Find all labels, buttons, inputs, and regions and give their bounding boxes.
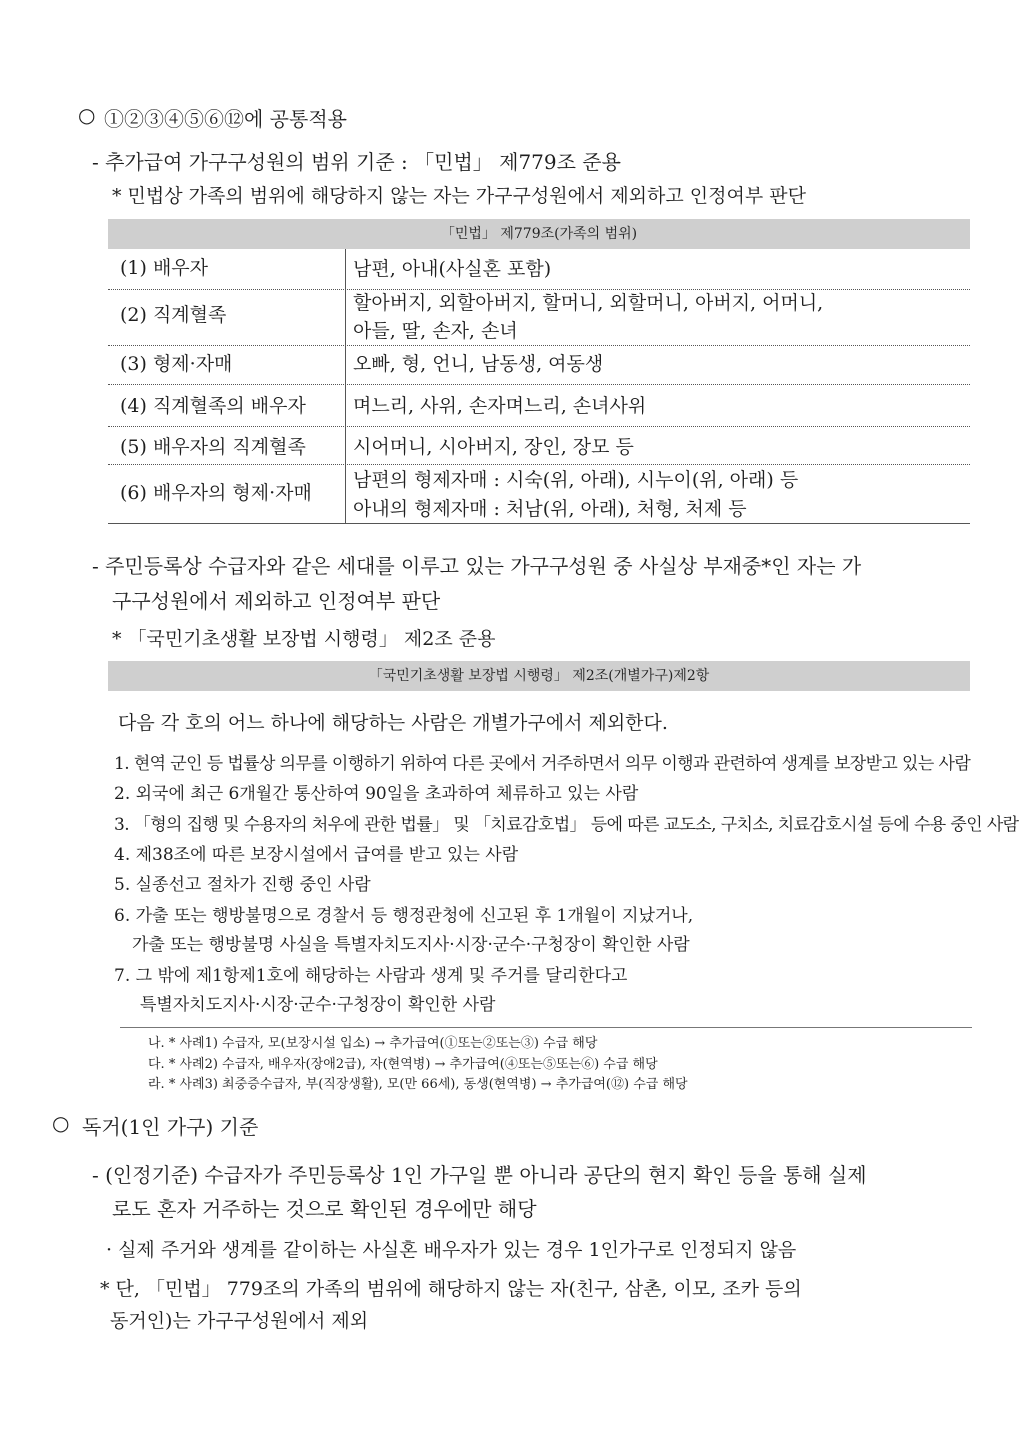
decree-item: 1. 현역 군인 등 법률상 의무를 이행하기 위하여 다른 곳에서 거주하면서 의무 이행과 관련하여 생계를 보장받고 있는 사람 [114,754,971,774]
section1-note2: * 「국민기초생활 보장법 시행령」 제2조 준용 [112,628,496,650]
decree-item: 7. 그 밖에 제1항제1호에 해당하는 사람과 생계 및 주거를 달리한다고 [114,966,628,986]
section1-item2-line1: - 주민등록상 수급자와 같은 세대를 이루고 있는 가구구성원 중 사실상 부재중*인 자는 가 [92,554,862,578]
table-row-value: 며느리, 사위, 손자며느리, 손녀사위 [353,395,647,417]
footnote: 다. * 사례2) 수급자, 배우자(장애2급), 자(현역병) → 추가급여(④또는⑤또는⑥) 수급 해당 [148,1057,658,1072]
footnote: 나. * 사례1) 수급자, 모(보장시설 입소) → 추가급여(①또는②또는③) 수급 해당 [148,1036,598,1051]
decree-item: 2. 외국에 최근 6개월간 통산하여 90일을 초과하여 체류하고 있는 사람 [114,784,639,804]
table-row-label: (1) 배우자 [120,257,209,279]
decree-item: 4. 제38조에 따른 보장시설에서 급여를 받고 있는 사람 [114,845,519,865]
row-separator [108,345,970,346]
section2-item1-line1: - (인정기준) 수급자가 주민등록상 1인 가구일 뿐 아니라 공단의 현지 확인 등을 통해 실제 [92,1163,867,1187]
decree-item: 5. 실종선고 절차가 진행 중인 사람 [114,875,371,895]
decree-item: 특별자치도지사·시장·군수·구청장이 확인한 사람 [140,995,496,1015]
section1-heading: ①②③④⑤⑥⑫에 공통적용 [104,107,347,131]
civil-law-table-title: 「민법」 제779조(가족의 범위) [108,219,970,249]
table-row-label: (6) 배우자의 형제·자매 [120,482,312,504]
footnote-rule [120,1027,972,1028]
table-row-label: (3) 형제·자매 [120,353,233,375]
table-row-label: (5) 배우자의 직계혈족 [120,436,306,458]
table-row-value: 오빠, 형, 언니, 남동생, 여동생 [353,353,604,375]
section1-bullet: ○ [78,103,96,127]
row-separator [108,464,970,465]
table-row-value: 할아버지, 외할아버지, 할머니, 외할머니, 아버지, 어머니, [353,292,824,314]
section2-bullet: ○ [52,1111,70,1135]
table-row-label: (2) 직계혈족 [120,304,227,326]
table-row-value: 아내의 형제자매 : 처남(위, 아래), 처형, 처제 등 [353,498,747,520]
section2-note2-line1: * 단, 「민법」 779조의 가족의 범위에 해당하지 않는 자(친구, 삼촌, 이모, 조카 등의 [100,1278,802,1300]
table-row-label: (4) 직계혈족의 배우자 [120,395,306,417]
row-separator [108,384,970,385]
table-row-value: 아들, 딸, 손자, 손녀 [353,320,518,342]
decree-title: 「국민기초생활 보장법 시행령」 제2조(개별가구)제2항 [108,661,970,691]
decree-item: 가출 또는 행방불명 사실을 특별자치도지사·시장·군수·구청장이 확인한 사람 [132,935,690,955]
section2-item1-line2: 로도 혼자 거주하는 것으로 확인된 경우에만 해당 [112,1197,537,1221]
decree-item: 6. 가출 또는 행방불명으로 경찰서 등 행정관청에 신고된 후 1개월이 지났거나, [114,906,694,926]
section1-note1: * 민법상 가족의 범위에 해당하지 않는 자는 가구구성원에서 제외하고 인정여부 판단 [112,185,806,207]
table-row-value: 남편의 형제자매 : 시숙(위, 아래), 시누이(위, 아래) 등 [353,469,799,491]
section2-note2-line2: 동거인)는 가구구성원에서 제외 [110,1310,369,1332]
section1-item1: - 추가급여 가구구성원의 범위 기준 : 「민법」 제779조 준용 [92,150,621,174]
decree-item: 3. 「형의 집행 및 수용자의 처우에 관한 법률」 및 「치료감호법」 등에 따른 교도소, 구치소, 치료감호시설 등에 수용 중인 사람 [114,815,1019,835]
row-separator [108,426,970,427]
table-row-value: 남편, 아내(사실혼 포함) [353,258,552,280]
section2-heading: 독거(1인 가구) 기준 [82,1115,259,1139]
table-row-value: 시어머니, 시아버지, 장인, 장모 등 [353,436,634,458]
decree-intro: 다음 각 호의 어느 하나에 해당하는 사람은 개별가구에서 제외한다. [118,712,668,734]
footnote: 라. * 사례3) 최중증수급자, 부(직장생활), 모(만 66세), 동생(현역병) → 추가급여(⑫) 수급 해당 [148,1077,688,1092]
table-divider [345,249,346,523]
table-bottom-border [108,523,970,524]
section2-note1: · 실제 주거와 생계를 같이하는 사실혼 배우자가 있는 경우 1인가구로 인정되지 않음 [106,1239,797,1261]
section1-item2-line2: 구구성원에서 제외하고 인정여부 판단 [112,589,441,613]
